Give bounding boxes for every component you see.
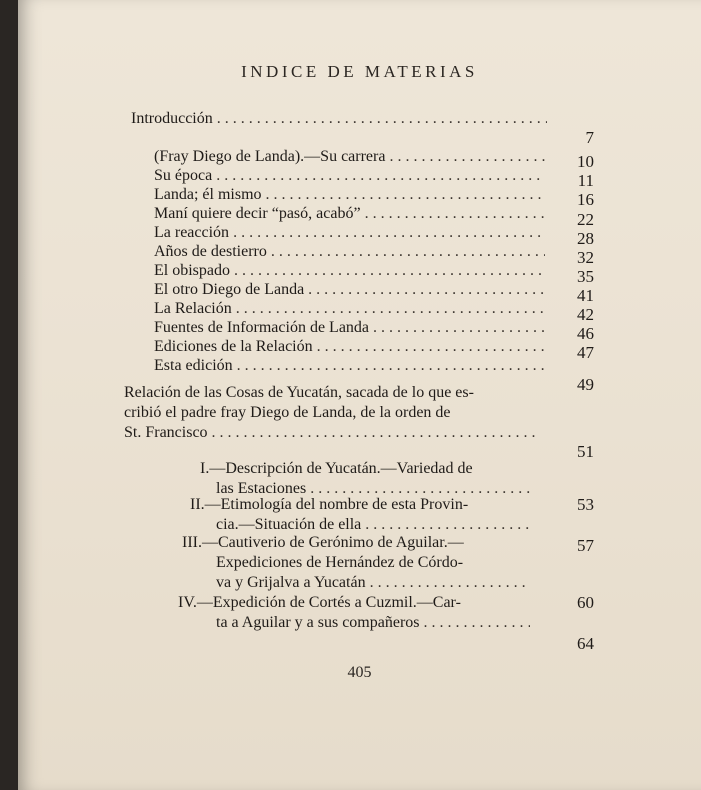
relacion-line-1: Relación de las Cosas de Yucatán, sacada de lo que es- <box>124 384 474 401</box>
toc-entry-page: 51 <box>577 442 594 461</box>
toc-entry-title: Ediciones de la Relación <box>154 338 313 355</box>
toc-entry-title: La Relación <box>154 300 232 317</box>
dot-leader <box>237 357 545 375</box>
toc-entry-page: 32 <box>577 248 594 267</box>
dot-leader <box>424 614 531 632</box>
page-heading: INDICE DE MATERIAS <box>241 62 478 81</box>
toc-sub-entry <box>154 281 549 299</box>
toc-entry-title: El otro Diego de Landa <box>154 281 305 298</box>
dot-leader <box>271 243 545 261</box>
toc-entry-page: 42 <box>577 305 594 324</box>
chapter-iii-line-1: III.—Cautiverio de Gerónimo de Aguilar.— <box>182 534 464 551</box>
toc-sub-entry <box>154 186 549 204</box>
toc-entry-page: 22 <box>577 210 594 229</box>
toc-sub-entry <box>154 167 549 185</box>
toc-entry-page: 16 <box>577 190 594 209</box>
toc-entry-introduccion <box>131 110 551 128</box>
toc-sub-entry <box>154 357 549 375</box>
toc-sub-entry <box>154 319 549 337</box>
chapter-ii-line-2 <box>216 516 534 534</box>
dot-leader <box>373 319 545 337</box>
toc-entry-page: 57 <box>577 536 594 555</box>
dot-leader <box>389 148 545 166</box>
dot-leader <box>234 262 545 280</box>
page-number: 405 <box>347 664 372 681</box>
toc-sub-entry <box>154 338 549 356</box>
toc-entry-page: 41 <box>577 286 594 305</box>
toc-entry-title: El obispado <box>154 262 230 279</box>
toc-entry-title: Landa; él mismo <box>154 186 262 203</box>
dot-leader <box>212 424 540 442</box>
toc-entry-title: va y Grijalva a Yucatán <box>216 574 366 591</box>
chapter-iv-line-2 <box>216 614 534 632</box>
toc-entry-title: Años de destierro <box>154 243 267 260</box>
toc-entry-page: 47 <box>577 343 594 362</box>
toc-entry-page: 64 <box>577 634 594 653</box>
toc-entry-page: 60 <box>577 593 594 612</box>
toc-entry-page: 11 <box>577 171 594 190</box>
toc-entry-page: 53 <box>577 495 594 514</box>
toc-entry-title: ta a Aguilar y a sus compañeros <box>216 614 420 631</box>
dot-leader <box>308 281 545 299</box>
dot-leader <box>317 338 545 356</box>
toc-entry-page: 49 <box>577 375 594 394</box>
dot-leader <box>233 224 545 242</box>
toc-entry-page: 28 <box>577 229 594 248</box>
dot-leader <box>236 300 545 318</box>
toc-sub-entry <box>154 148 549 166</box>
relacion-line-2: cribió el padre fray Diego de Landa, de la orden de <box>124 404 451 421</box>
toc-entry-title: las Estaciones <box>216 480 307 497</box>
toc-entry-title: Maní quiere decir “pasó, acabó” <box>154 205 361 222</box>
toc-entry-title: St. Francisco <box>124 424 208 441</box>
toc-sub-entry <box>154 243 549 261</box>
dot-leader <box>370 574 530 592</box>
toc-entry-title: Esta edición <box>154 357 233 374</box>
toc-entry-title: La reacción <box>154 224 230 241</box>
toc-entry-page: 46 <box>577 324 594 343</box>
toc-sub-entry <box>154 224 549 242</box>
toc-entry-page: 7 <box>585 128 594 147</box>
toc-entry-page: 35 <box>577 267 594 286</box>
dot-leader <box>266 186 545 204</box>
toc-sub-entry <box>154 300 549 318</box>
toc-entry-title: Su época <box>154 167 213 184</box>
toc-sub-entry <box>154 262 549 280</box>
toc-entry-title: (Fray Diego de Landa).—Su carrera <box>154 148 386 165</box>
toc-entry-relacion <box>124 424 544 442</box>
dot-leader <box>365 205 545 223</box>
chapter-iii-line-2: Expediciones de Hernández de Córdo- <box>216 554 464 571</box>
dot-leader <box>217 110 547 128</box>
toc-entry-title: IV.—Expedición de Cortés a Cuzmil.—Car- <box>178 594 461 611</box>
dot-leader <box>365 516 530 534</box>
chapter-i-line-1: I.—Descripción de Yucatán.—Variedad de <box>200 460 473 477</box>
toc-entry-title: cia.—Situación de ella <box>216 516 362 533</box>
toc-entry-title: Fuentes de Información de Landa <box>154 319 370 336</box>
toc-sub-entry <box>154 205 549 223</box>
dot-leader <box>216 167 545 185</box>
toc-entry-title: Introducción <box>131 110 213 127</box>
chapter-iii-line-3 <box>216 574 534 592</box>
book-page <box>18 0 701 790</box>
chapter-ii-line-1: II.—Etimología del nombre de esta Provin- <box>190 496 469 513</box>
chapter-iv-line-1 <box>178 594 534 612</box>
toc-entry-page: 10 <box>577 152 594 171</box>
